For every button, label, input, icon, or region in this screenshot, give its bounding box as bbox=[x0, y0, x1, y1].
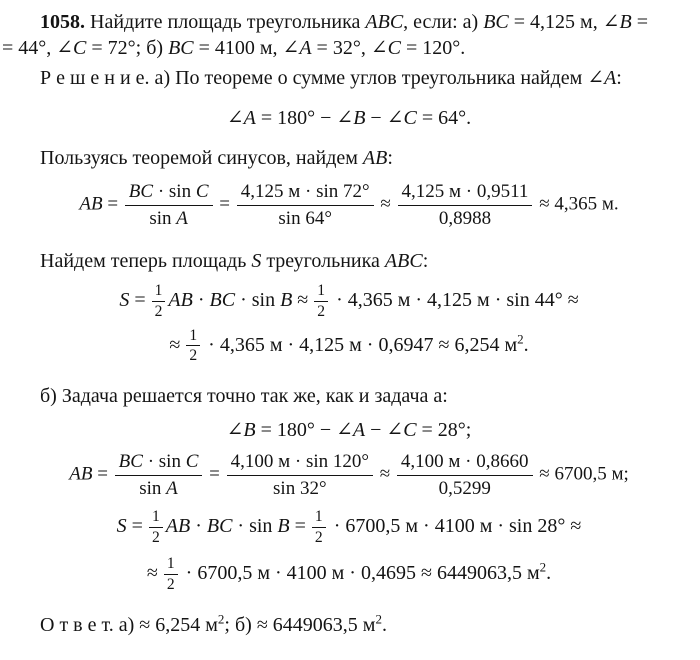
numerator: 4,100 м · 0,8660 bbox=[397, 451, 533, 476]
formula-area-a-line-2 bbox=[2, 327, 696, 366]
math-var: S bbox=[119, 288, 130, 311]
denominator: 2 bbox=[154, 302, 163, 320]
area-intro-sentence bbox=[2, 248, 696, 274]
problem-statement-line-2 bbox=[2, 35, 696, 61]
text-run: · 4,365 м · 4,125 м · 0,6947 ≈ 6,254 м bbox=[203, 333, 518, 356]
math-var: B bbox=[280, 288, 293, 311]
formula-angle-a bbox=[2, 105, 696, 131]
math-var: S bbox=[251, 249, 262, 272]
fraction bbox=[115, 451, 203, 500]
math-var: C bbox=[73, 37, 87, 59]
superscript-two: 2 bbox=[217, 611, 225, 627]
numerator: 1 bbox=[186, 327, 200, 347]
text-run: = bbox=[102, 193, 123, 215]
math-var: AB bbox=[69, 464, 93, 486]
denominator: 2 bbox=[151, 528, 160, 546]
text-run: · sin bbox=[235, 288, 281, 311]
text-run: = bbox=[126, 515, 148, 538]
solution-intro bbox=[2, 65, 696, 91]
text-run: = 180° − ∠ bbox=[255, 107, 354, 129]
text-run: ≈ bbox=[534, 464, 555, 486]
text-run: = bbox=[92, 464, 113, 486]
text-run: ≈ bbox=[374, 464, 395, 486]
text-run: = 44°, ∠ bbox=[2, 37, 74, 59]
math-var: BC bbox=[168, 37, 194, 59]
text-run: − ∠ bbox=[365, 419, 404, 442]
numerator: 1 bbox=[164, 555, 178, 575]
formula-result: 6700,5 м; bbox=[554, 464, 629, 486]
text-run: . bbox=[523, 333, 529, 356]
text-run: б) Задача решается точно так же, как и задача а: bbox=[40, 385, 448, 408]
math-var: ABC bbox=[365, 11, 404, 33]
math-var: B bbox=[277, 515, 290, 538]
math-var: BC bbox=[118, 451, 143, 473]
numerator: 4,125 м · 0,9511 bbox=[398, 181, 533, 206]
part-b-intro bbox=[2, 383, 696, 409]
fraction-one-half bbox=[164, 555, 178, 594]
fraction bbox=[237, 181, 374, 230]
math-var: AB bbox=[362, 147, 388, 169]
text-run: = bbox=[204, 464, 225, 486]
text-run: = bbox=[214, 193, 235, 215]
math-var: AB bbox=[79, 193, 103, 215]
text-run: ≈ bbox=[146, 561, 163, 584]
denominator: 0,8988 bbox=[438, 207, 492, 229]
text-run: = 4,125 м, ∠ bbox=[508, 11, 620, 33]
math-var: BC bbox=[209, 288, 236, 311]
math-var: C bbox=[403, 419, 417, 442]
numerator bbox=[115, 451, 203, 476]
text-run: : bbox=[387, 147, 393, 169]
text-run: . bbox=[381, 613, 387, 636]
denominator: 2 bbox=[317, 302, 326, 320]
text-run: : bbox=[616, 67, 622, 89]
math-var: AB bbox=[165, 515, 191, 538]
denominator: 2 bbox=[314, 528, 323, 546]
math-var: BC bbox=[483, 11, 509, 33]
text-run: sin bbox=[139, 478, 167, 500]
text-run: = 180° − ∠ bbox=[255, 419, 353, 442]
text-run: Р е ш е н и е. а) По теореме о сумме углов треугольника найдем ∠ bbox=[40, 67, 605, 89]
math-var: B bbox=[353, 107, 366, 129]
denominator bbox=[125, 206, 213, 230]
text-run: Найдем теперь площадь bbox=[40, 249, 252, 272]
math-var: A bbox=[299, 37, 312, 59]
fraction-one-half bbox=[152, 282, 166, 321]
numerator: 1 bbox=[314, 282, 328, 302]
text-run: = 120°. bbox=[400, 37, 466, 59]
superscript-two: 2 bbox=[539, 559, 547, 575]
formula-angle-b bbox=[2, 417, 696, 443]
math-var: A bbox=[604, 67, 617, 89]
text-run: · sin bbox=[232, 515, 278, 538]
text-run: = bbox=[129, 288, 151, 311]
numerator: 4,125 м · sin 72° bbox=[237, 181, 374, 206]
numerator: 4,100 м · sin 120° bbox=[227, 451, 373, 476]
math-var: C bbox=[403, 107, 417, 129]
formula-ab-part-b bbox=[2, 451, 696, 500]
fraction bbox=[125, 181, 213, 230]
formula-result: 4,365 м. bbox=[554, 193, 619, 215]
text-run: ∠ bbox=[226, 419, 244, 442]
text-run: = bbox=[631, 11, 648, 33]
math-var: C bbox=[185, 451, 199, 473]
numerator: 1 bbox=[312, 508, 326, 528]
text-run: = 72°; б) bbox=[86, 37, 169, 59]
text-run: = 64°. bbox=[416, 107, 472, 129]
text-run: ≈ bbox=[375, 193, 396, 215]
text-run: Найдите площадь треугольника bbox=[85, 11, 366, 33]
text-run: = 4100 м, ∠ bbox=[193, 37, 300, 59]
math-var: B bbox=[243, 419, 256, 442]
math-var: AB bbox=[168, 288, 193, 311]
superscript-two: 2 bbox=[375, 611, 382, 627]
math-var: B bbox=[619, 11, 632, 33]
denominator: 2 bbox=[189, 347, 198, 365]
denominator: sin 32° bbox=[273, 478, 327, 500]
text-run: − ∠ bbox=[365, 107, 404, 129]
math-var: A bbox=[352, 419, 366, 442]
text-run: ∠ bbox=[226, 107, 244, 129]
math-var: BC bbox=[206, 515, 233, 538]
answer-line bbox=[2, 612, 696, 638]
denominator: 0,5299 bbox=[438, 478, 491, 500]
formula-ab-part-a bbox=[2, 181, 696, 230]
math-var: A bbox=[176, 207, 188, 229]
fraction bbox=[397, 451, 533, 500]
text-run: · bbox=[192, 288, 210, 311]
sine-theorem-sentence bbox=[2, 145, 696, 171]
problem-number: 1058. bbox=[40, 11, 85, 33]
superscript-two: 2 bbox=[517, 330, 524, 346]
text-run: ; б) ≈ 6449063,5 м bbox=[224, 613, 376, 636]
math-var: C bbox=[195, 181, 209, 202]
text-run: sin bbox=[149, 207, 177, 229]
denominator: sin 64° bbox=[278, 207, 332, 229]
formula-area-a-line-1 bbox=[2, 282, 696, 321]
problem-statement-line-1 bbox=[2, 9, 696, 35]
numerator: 1 bbox=[152, 282, 166, 302]
text-run: ≈ bbox=[534, 193, 555, 215]
text-run: · sin bbox=[142, 451, 186, 473]
formula-area-b-line-1 bbox=[2, 508, 696, 547]
text-run: = 32°, ∠ bbox=[311, 37, 388, 59]
fraction-one-half bbox=[186, 327, 200, 366]
math-var: ABC bbox=[384, 249, 423, 272]
fraction bbox=[227, 451, 373, 500]
text-run: · 4,365 м · 4,125 м · sin 44° ≈ bbox=[331, 288, 579, 311]
text-run: · 6700,5 м · 4100 м · 0,4695 ≈ 6449063,5 м bbox=[180, 561, 540, 584]
text-run: Пользуясь теоремой синусов, найдем bbox=[40, 147, 363, 169]
math-var: A bbox=[243, 107, 256, 129]
math-var: S bbox=[116, 515, 127, 538]
fraction-one-half bbox=[312, 508, 326, 547]
text-run: ≈ bbox=[292, 288, 314, 311]
text-run: треугольника bbox=[261, 249, 385, 272]
text-run: О т в е т. а) ≈ 6,254 м bbox=[40, 613, 218, 636]
denominator bbox=[115, 476, 203, 500]
numerator bbox=[125, 181, 213, 206]
text-run: · 6700,5 м · 4100 м · sin 28° ≈ bbox=[328, 515, 582, 538]
text-run: . bbox=[546, 561, 552, 584]
math-var: C bbox=[387, 37, 401, 59]
text-run: = bbox=[289, 515, 311, 538]
math-var: BC bbox=[128, 181, 154, 202]
denominator: 2 bbox=[166, 575, 175, 593]
text-run: , если: а) bbox=[403, 11, 484, 33]
text-run: = 28°; bbox=[416, 419, 472, 442]
fraction bbox=[398, 181, 533, 230]
math-var: A bbox=[166, 478, 178, 500]
text-run: · sin bbox=[153, 181, 196, 202]
fraction-one-half bbox=[314, 282, 328, 321]
fraction-one-half bbox=[149, 508, 163, 547]
text-run: : bbox=[422, 249, 429, 272]
text-run: ≈ bbox=[169, 333, 186, 356]
formula-area-b-line-2 bbox=[2, 555, 696, 594]
text-run: · bbox=[190, 515, 207, 538]
numerator: 1 bbox=[149, 508, 163, 528]
